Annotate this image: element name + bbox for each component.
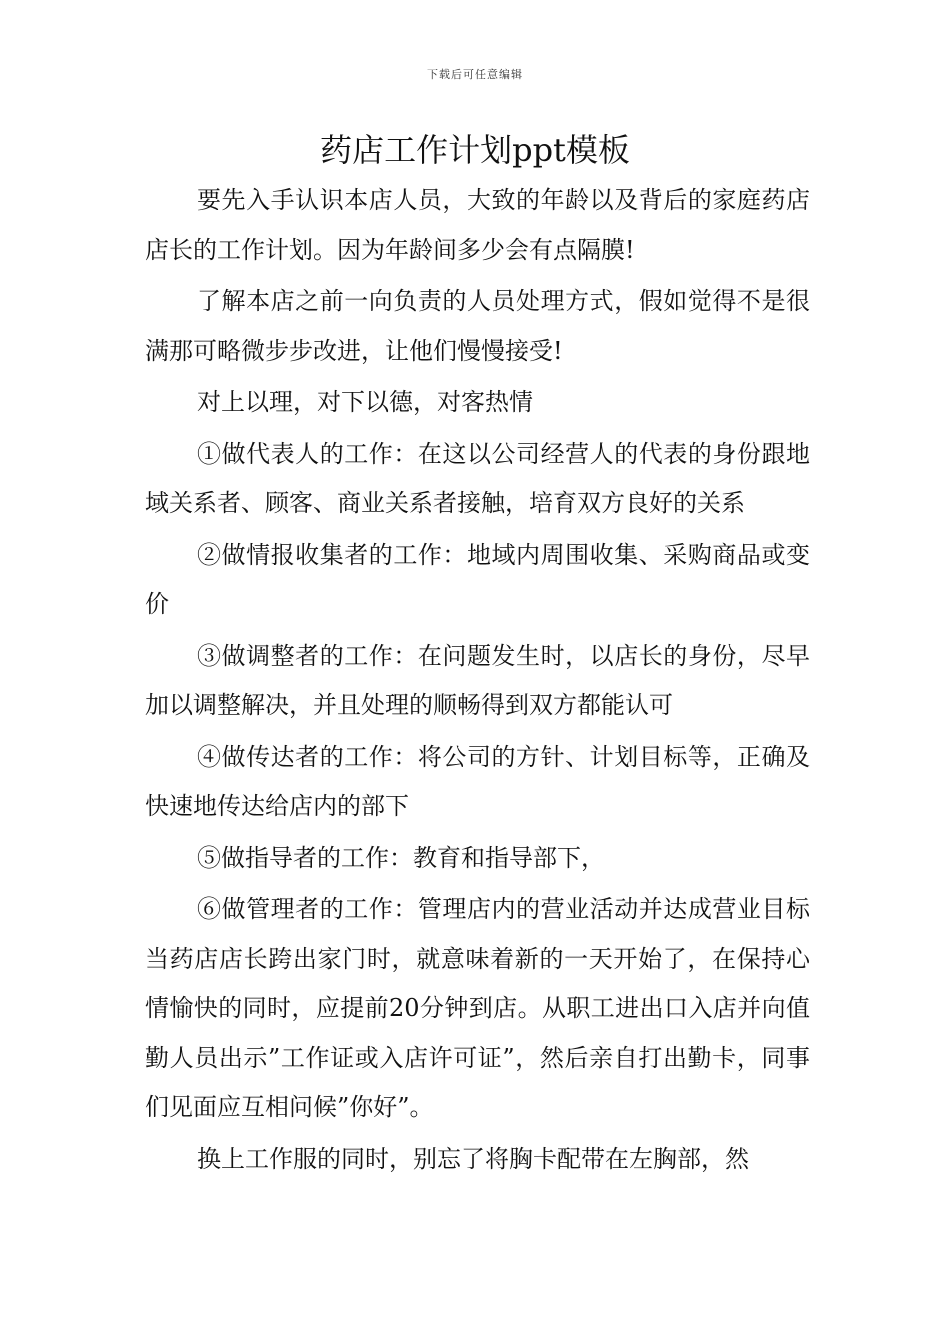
paragraph: ⑤做指导者的工作：教育和指导部下， — [197, 843, 605, 872]
header-note: 下载后可任意编辑 — [427, 68, 523, 81]
paragraph: 要先入手认识本店人员，大致的年龄以及背后的家庭药店店长的工作计划。因为年龄间多少会有点隔膜! — [145, 186, 810, 264]
paragraph: 对上以理，对下以德，对客热情 — [197, 388, 533, 416]
paragraph: ④做传达者的工作：将公司的方针、计划目标等，正确及快速地传达给店内的部下 — [145, 742, 810, 820]
paragraph: 换上工作服的同时，别忘了将胸卡配带在左胸部，然 — [197, 1144, 749, 1173]
paragraph: ①做代表人的工作：在这以公司经营人的代表的身份跟地域关系者、顾客、商业关系者接触，培育双方良好的关系 — [145, 439, 810, 517]
paragraph: ⑥做管理者的工作：管理店内的营业活动并达成营业目标当药店店长跨出家门时，就意味着新的一天开始了，在保持心情愉快的同时，应提前20分钟到店。从职工进出口入店并向值勤人员出示”工作证或入店许可证”，然后亲自打出勤卡，同事们见面应互相问候”你好”。 — [145, 895, 810, 1121]
paragraph: ②做情报收集者的工作：地域内周围收集、采购商品或变价 — [145, 540, 810, 618]
paragraph: ③做调整者的工作：在问题发生时，以店长的身份，尽早加以调整解决，并且处理的顺畅得到双方都能认可 — [145, 641, 810, 719]
document-title: 药店工作计划ppt模板 — [320, 131, 630, 169]
document-body — [145, 176, 810, 1186]
paragraph: 了解本店之前一向负责的人员处理方式，假如觉得不是很满那可略微步步改进，让他们慢慢接受! — [145, 287, 810, 365]
